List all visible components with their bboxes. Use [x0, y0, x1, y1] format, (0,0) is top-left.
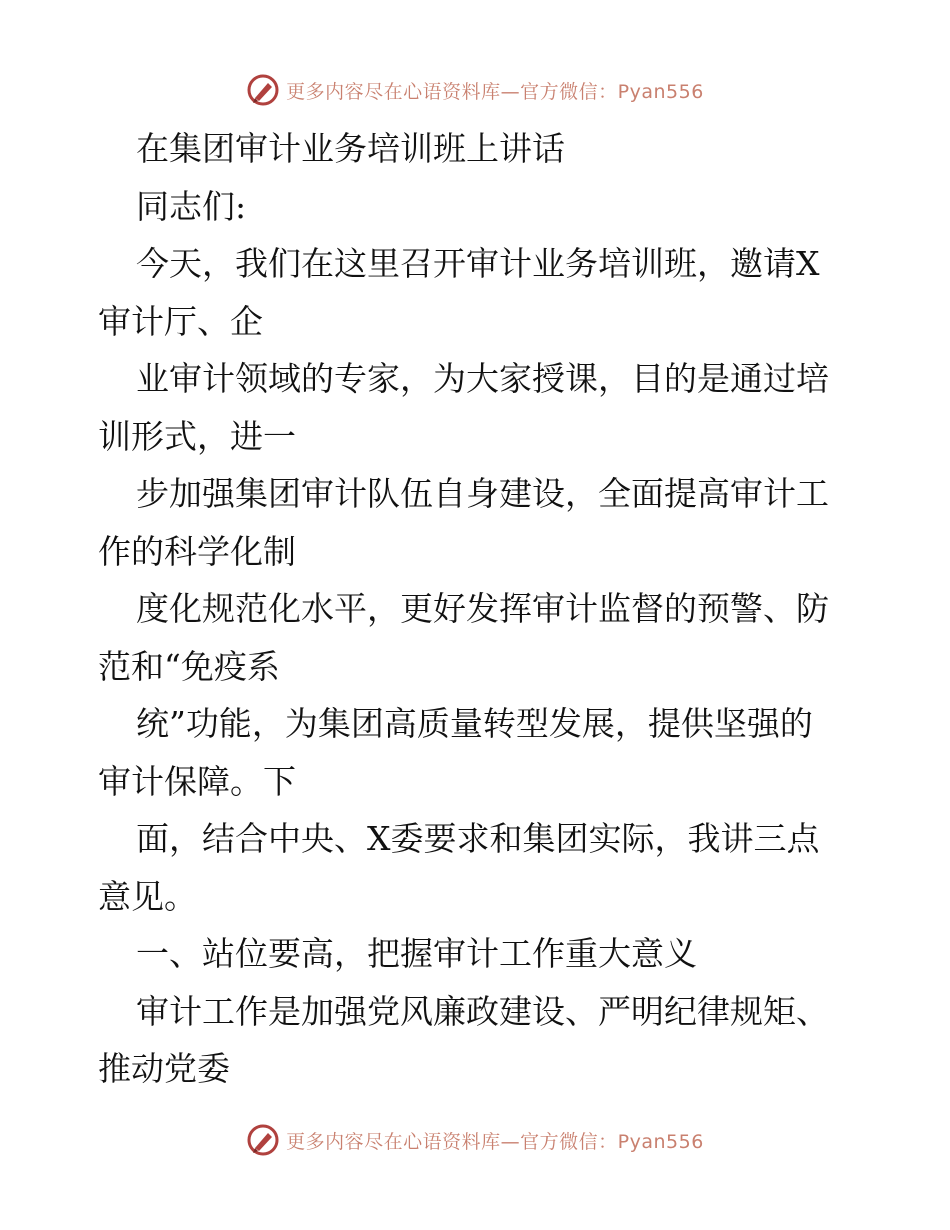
text-line: 业审计领域的专家，为大家授课，目的是通过培: [136, 359, 829, 398]
watermark-text: 更多内容尽在心语资料库—官方微信：Pyan556: [286, 80, 704, 103]
text-line: 审计工作是加强党风廉政建设、严明纪律规矩、: [136, 991, 829, 1031]
document-body: [98, 120, 858, 1098]
pen-logo-icon: [246, 1123, 280, 1157]
text-line: 作的科学化制: [98, 531, 296, 571]
document-title: 在集团审计业务培训班上讲话: [136, 129, 565, 168]
text-line: 意见。: [98, 876, 197, 916]
text-line: 审计厅、企: [98, 301, 263, 341]
text-line: 审计保障。下: [98, 761, 296, 801]
watermark-footer: [0, 1120, 950, 1160]
text-line: 范和“免疫系: [98, 646, 280, 686]
watermark-header: [0, 70, 950, 110]
pen-logo-icon: [246, 73, 280, 107]
text-line: 训形式，进一: [98, 416, 296, 456]
text-line: 度化规范化水平，更好发挥审计监督的预警、防: [136, 589, 829, 628]
text-line: 步加强集团审计队伍自身建设，全面提高审计工: [136, 474, 829, 513]
text-line: 今天，我们在这里召开审计业务培训班，邀请X: [136, 244, 820, 283]
watermark-text: 更多内容尽在心语资料库—官方微信：Pyan556: [286, 1130, 704, 1153]
text-line: 面，结合中央、X委要求和集团实际，我讲三点: [136, 819, 820, 858]
text-line: 推动党委: [98, 1049, 230, 1088]
text-line: 一、站位要高，把握审计工作重大意义: [136, 934, 697, 973]
text-line: 统”功能，为集团高质量转型发展，提供坚强的: [136, 704, 813, 743]
text-line: 同志们:: [136, 186, 247, 226]
